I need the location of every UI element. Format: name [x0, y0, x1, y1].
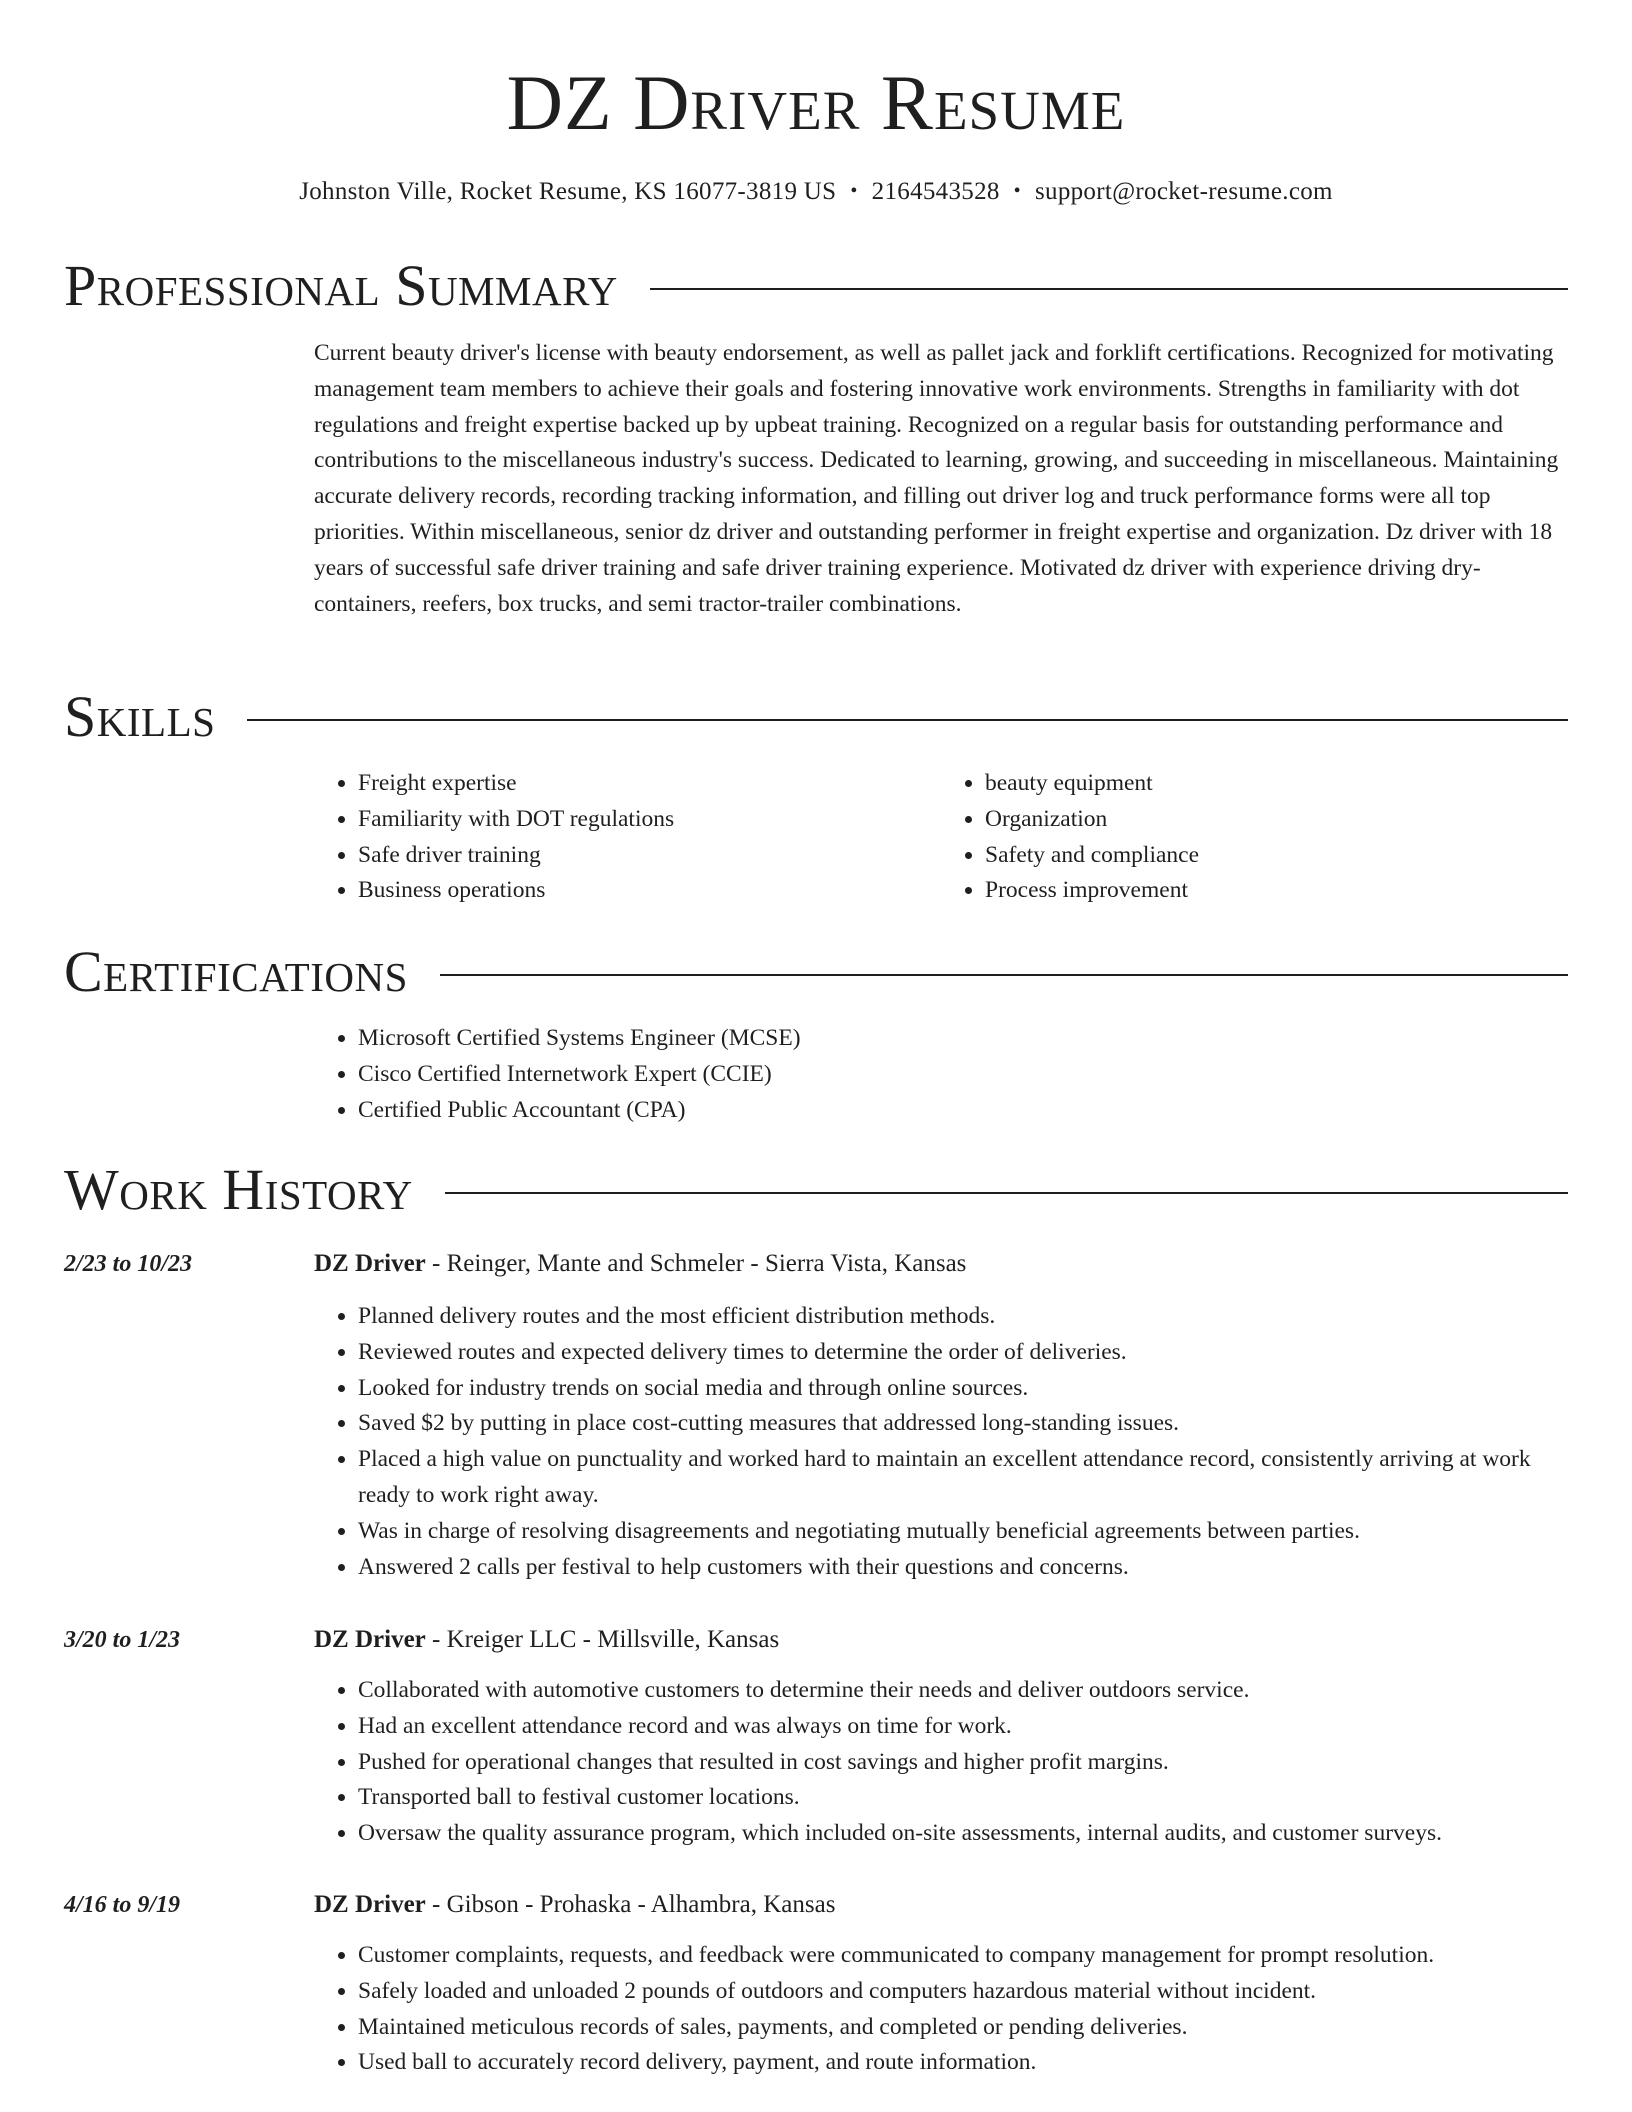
contact-phone: 2164543528 — [871, 178, 1000, 205]
contact-separator: • — [850, 180, 858, 202]
job-title-line — [314, 1887, 835, 1923]
list-item: • Placed a high value on punctuality and worked hard to maintain an excellent attendance record, consistently arriving at work ready to work right away. — [358, 1442, 1568, 1514]
section-header-summary — [64, 254, 1568, 318]
section-divider — [247, 719, 1568, 721]
skills-list — [314, 766, 1568, 909]
section-title-work-history: Work History — [64, 1157, 413, 1222]
list-item: • Planned delivery routes and the most efficient distribution methods. — [358, 1299, 1568, 1335]
section-divider — [445, 1192, 1568, 1194]
list-item: • Answered 2 calls per festival to help customers with their questions and concerns. — [358, 1550, 1568, 1586]
list-item: • Cisco Certified Internetwork Expert (CCIE) — [358, 1057, 1568, 1093]
skills-column-right — [941, 766, 1568, 909]
section-title-skills: Skills — [64, 684, 216, 749]
list-item: • Reviewed routes and expected delivery times to determine the order of deliveries. — [358, 1335, 1568, 1371]
section-divider — [650, 288, 1568, 290]
job-dates: 2/23 to 10/23 — [64, 1251, 193, 1277]
skills-column-left — [314, 766, 941, 909]
list-item: • Transported ball to festival customer locations. — [358, 1780, 1568, 1816]
list-item: • Maintained meticulous records of sales, payments, and completed or pending deliveries. — [358, 2010, 1568, 2046]
section-title-summary: Professional Summary — [64, 253, 618, 318]
job-title-line — [314, 1622, 779, 1658]
job-bullets — [314, 1673, 1568, 1852]
list-item: • Business operations — [358, 873, 941, 909]
section-title-certifications: Certifications — [64, 939, 408, 1004]
job-dates: 3/20 to 1/23 — [64, 1627, 181, 1653]
list-item: • Safe driver training — [358, 838, 941, 874]
list-item: • Had an excellent attendance record and was always on time for work. — [358, 1709, 1568, 1745]
list-item: • Customer complaints, requests, and feedback were communicated to company management for prompt resolution. — [358, 1938, 1568, 1974]
resume-title: DZ Driver Resume — [506, 59, 1126, 146]
list-item: • beauty equipment — [985, 766, 1568, 802]
list-item: • Process improvement — [985, 873, 1568, 909]
contact-address: Johnston Ville, Rocket Resume, KS 16077-3819 US — [299, 178, 837, 205]
list-item: • Safely loaded and unloaded 2 pounds of outdoors and computers hazardous material without incident. — [358, 1974, 1568, 2010]
list-item: • Was in charge of resolving disagreements and negotiating mutually beneficial agreements between parties. — [358, 1514, 1568, 1550]
contact-separator: • — [1013, 180, 1021, 202]
job-employer: - Kreiger LLC - Millsville, Kansas — [425, 1626, 780, 1653]
list-item: • Familiarity with DOT regulations — [358, 802, 941, 838]
section-header-certifications — [64, 940, 1568, 1004]
list-item: • Safety and compliance — [985, 838, 1568, 874]
job-title: DZ Driver — [314, 1891, 426, 1918]
list-item: • Pushed for operational changes that resulted in cost savings and higher profit margins. — [358, 1745, 1568, 1781]
job-title-line — [314, 1246, 966, 1282]
contact-line — [64, 174, 1568, 209]
list-item: • Collaborated with automotive customers to determine their needs and deliver outdoors service. — [358, 1673, 1568, 1709]
list-item: • Saved $2 by putting in place cost-cutting measures that addressed long-standing issues. — [358, 1406, 1568, 1442]
summary-text: Current beauty driver's license with beauty endorsement, as well as pallet jack and forklift certifications. Recognized for motivating management team members to achieve their goals and fostering innovative work environments. Strengths in familiarity with dot regulations and freight expertise backed up by upbeat training. Recognized on a regular basis for outstanding performance and contributions to the miscellaneous industry's success. Dedicated to learning, growing, and succeeding in miscellaneous. Maintaining accurate delivery records, recording tracking information, and filling out driver log and truck performance forms were all top priorities. Within miscellaneous, senior dz driver and outstanding performer in freight expertise and organization. Dz driver with 18 years of successful safe driver training and safe driver training experience. Motivated dz driver with experience driving dry-containers, reefers, box trucks, and semi tractor-trailer combinations. — [314, 340, 1559, 617]
section-divider — [440, 974, 1568, 976]
list-item: • Used ball to accurately record delivery, payment, and route information. — [358, 2045, 1568, 2081]
job-employer: - Gibson - Prohaska - Alhambra, Kansas — [425, 1891, 836, 1918]
list-item: • Oversaw the quality assurance program, which included on-site assessments, internal audits, and customer surveys. — [358, 1816, 1568, 1852]
job-bullets — [314, 1299, 1568, 1585]
job-employer: - Reinger, Mante and Schmeler - Sierra Vista, Kansas — [425, 1250, 967, 1277]
job-title: DZ Driver — [314, 1250, 426, 1277]
certifications-list — [314, 1021, 1568, 1128]
list-item: • Microsoft Certified Systems Engineer (MCSE) — [358, 1021, 1568, 1057]
list-item: • Freight expertise — [358, 766, 941, 802]
job-title: DZ Driver — [314, 1626, 426, 1653]
list-item: • Certified Public Accountant (CPA) — [358, 1093, 1568, 1129]
job-bullets — [314, 1938, 1568, 2081]
job-dates: 4/16 to 9/19 — [64, 1892, 181, 1918]
list-item: • Organization — [985, 802, 1568, 838]
section-header-work-history — [64, 1158, 1568, 1222]
contact-email: support@rocket-resume.com — [1034, 178, 1333, 205]
section-header-skills — [64, 685, 1568, 749]
list-item: • Looked for industry trends on social media and through online sources. — [358, 1371, 1568, 1407]
